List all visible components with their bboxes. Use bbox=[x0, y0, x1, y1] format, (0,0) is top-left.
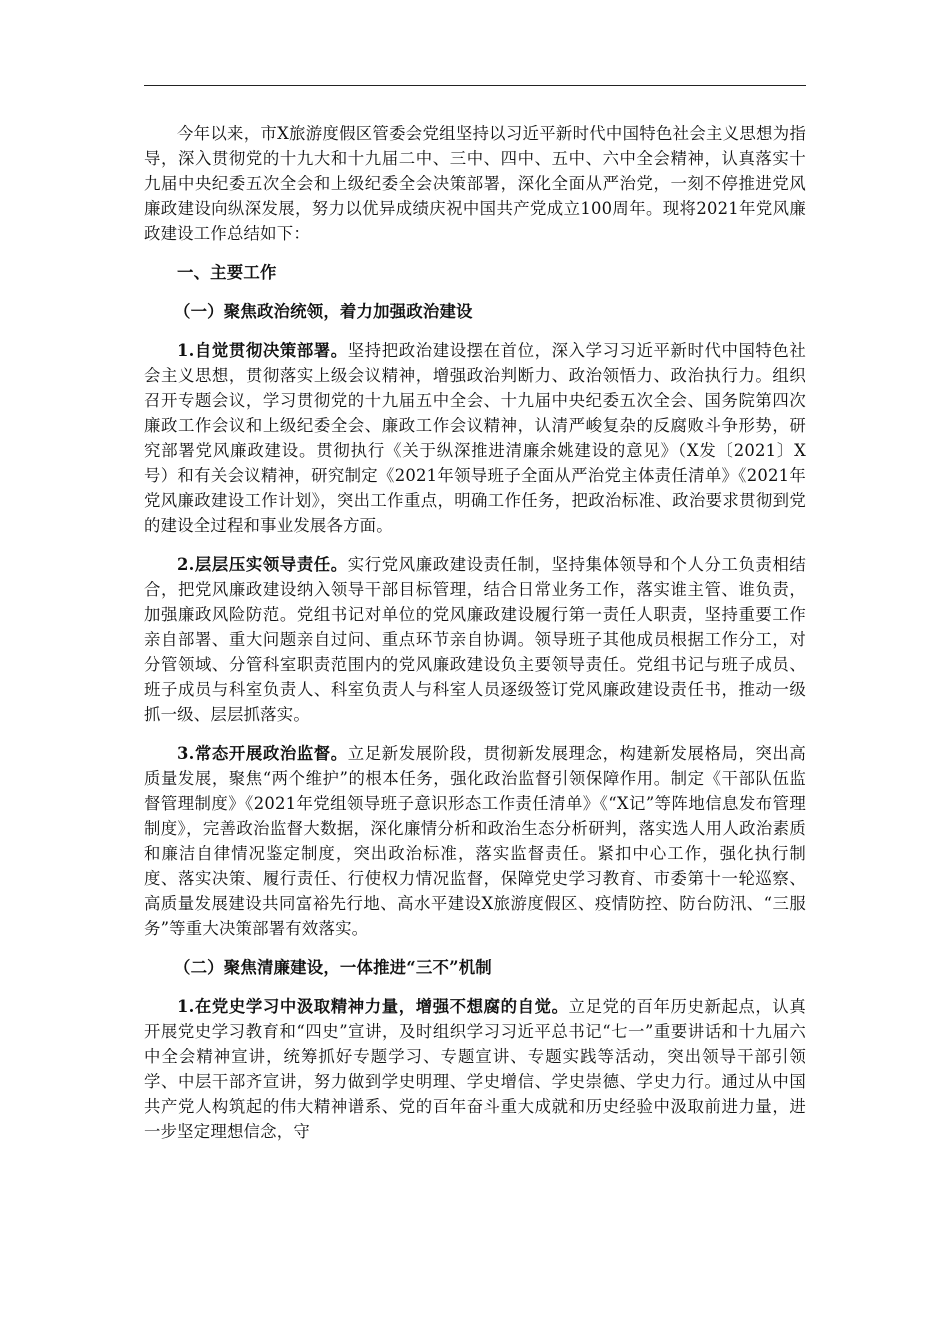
paragraph-item-1 bbox=[144, 338, 806, 538]
item-2-lead: 2.层层压实领导责任。 bbox=[177, 555, 348, 574]
paragraph-item-4 bbox=[144, 994, 806, 1144]
item-4-body: 立足党的百年历史新起点，认真开展党史学习教育和“四史”宣讲，及时组织学习习近平总书记“七一”重要讲话和十九届六中全会精神宣讲，统筹抓好专题学习、专题宣讲、专题实践等活动，突出领导干部引领学、中层干部齐宣讲，努力做到学史明理、学史增信、学史崇德、学史力行。通过从中国共产党人构筑起的伟大精神谱系、党的百年奋斗重大成就和历史经验中汲取前进力量，进一步坚定理想信念，守 bbox=[144, 997, 806, 1141]
item-3-lead: 3.常态开展政治监督。 bbox=[177, 744, 348, 763]
item-2-body: 实行党风廉政建设责任制，坚持集体领导和个人分工负责相结合，把党风廉政建设纳入领导干部目标管理，结合日常业务工作，落实谁主管、谁负责，加强廉政风险防范。党组书记对单位的党风廉政建设履行第一责任人职责，坚持重要工作亲自部署、重大问题亲自过问、重点环节亲自协调。领导班子其他成员根据工作分工，对分管领域、分管科室职责范围内的党风廉政建设负主要领导责任。党组书记与班子成员、班子成员与科室负责人、科室负责人与科室人员逐级签订党风廉政建设责任书，推动一级抓一级、层层抓落实。 bbox=[144, 555, 806, 724]
paragraph-item-2 bbox=[144, 552, 806, 727]
subsection-heading-political: （一）聚焦政治统领，着力加强政治建设 bbox=[174, 302, 473, 321]
document-body bbox=[144, 121, 806, 1144]
item-1-body: 坚持把政治建设摆在首位，深入学习习近平新时代中国特色社会主义思想，贯彻落实上级会议精神，增强政治判断力、政治领悟力、政治执行力。组织召开专题会议，学习贯彻党的十九届五中全会、十九届中央纪委五次全会、国务院第四次廉政工作会议和上级纪委全会、廉政工作会议精神，认清严峻复杂的反腐败斗争形势，研究部署党风廉政建设。贯彻执行《关于纵深推进清廉余姚建设的意见》（X发〔2021〕X号）和有关会议精神，研究制定《2021年领导班子全面从严治党主体责任清单》《2021年党风廉政建设工作计划》，突出工作重点，明确工作任务，把政治标准、政治要求贯彻到党的建设全过程和事业发展各方面。 bbox=[144, 341, 806, 535]
item-3-body: 立足新发展阶段，贯彻新发展理念，构建新发展格局，突出高质量发展，聚焦“两个维护”的根本任务，强化政治监督引领保障作用。制定《干部队伍监督管理制度》《2021年党组领导班子意识形态工作责任清单》《“X记”等阵地信息发布管理制度》，完善政治监督大数据，深化廉情分析和政治生态分析研判，落实选人用人政治素质和廉洁自律情况鉴定制度，突出政治标准，落实监督责任。紧扣中心工作，强化执行制度、落实决策、履行责任、行使权力情况监督，保障党史学习教育、市委第十一轮巡察、高质量发展建设共同富裕先行地、高水平建设X旅游度假区、疫情防控、防台防汛、“三服务”等重大决策部署有效落实。 bbox=[144, 744, 806, 938]
header-rule bbox=[144, 85, 806, 86]
paragraph-item-3 bbox=[144, 741, 806, 941]
section-heading-main-work: 一、主要工作 bbox=[177, 263, 277, 282]
intro-paragraph: 今年以来，市X旅游度假区管委会党组坚持以习近平新时代中国特色社会主义思想为指导，深入贯彻党的十九大和十九届二中、三中、四中、五中、六中全会精神，认真落实十九届中央纪委五次全会和上级纪委全会决策部署，深化全面从严治党，一刻不停推进党风廉政建设向纵深发展，努力以优异成绩庆祝中国共产党成立100周年。现将2021年党风廉政建设工作总结如下： bbox=[144, 124, 806, 243]
subsection-heading-clean: （二）聚焦清廉建设，一体推进“三不”机制 bbox=[174, 958, 492, 977]
item-1-lead: 1.自觉贯彻决策部署。 bbox=[177, 341, 348, 360]
item-4-lead: 1.在党史学习中汲取精神力量，增强不想腐的自觉。 bbox=[177, 997, 569, 1016]
